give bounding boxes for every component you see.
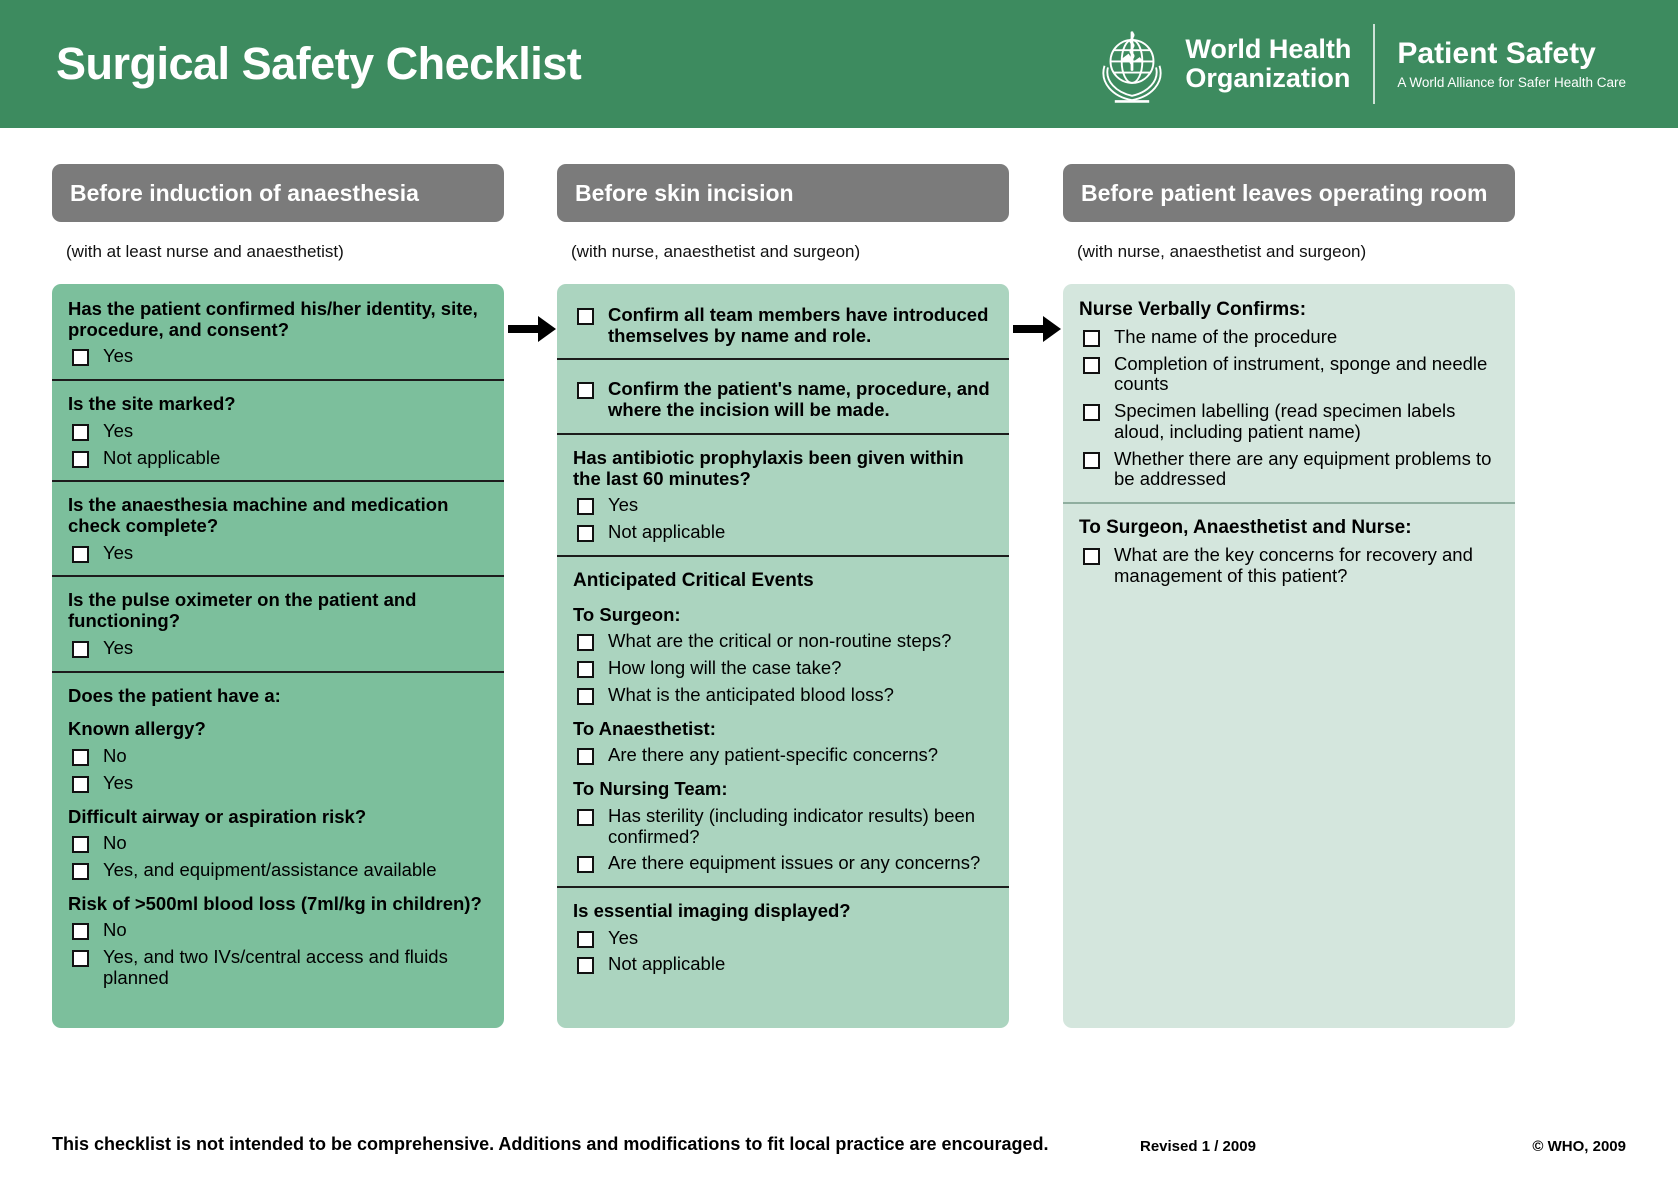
option-label: Completion of instrument, sponge and needle counts <box>1114 352 1488 395</box>
column-before-patient-leaves <box>1063 128 1515 1028</box>
checkbox-icon[interactable] <box>577 809 594 826</box>
option-label: Yes <box>103 771 134 793</box>
who-wordmark <box>1185 35 1351 93</box>
checkbox-icon[interactable] <box>1083 404 1100 421</box>
option-label: What are the key concerns for recovery and management of this patient? <box>1114 544 1473 586</box>
group-identity-confirmation <box>52 286 504 379</box>
checkbox-icon[interactable] <box>577 382 594 399</box>
footer-note: This checklist is not intended to be comprehensive. Additions and modifications to fit local practice are encouraged. <box>52 1134 1049 1154</box>
subquestion-known-allergy: Known allergy? <box>68 718 206 740</box>
footer-copyright: © WHO, 2009 <box>1532 1138 1626 1155</box>
group-essential-imaging <box>557 886 1009 987</box>
option-row[interactable] <box>573 379 993 420</box>
option-row[interactable] <box>68 448 488 469</box>
column-1-header <box>52 164 504 222</box>
group-patient-risks <box>52 671 504 1001</box>
question-text: Does the patient have a: <box>68 684 281 706</box>
section-title: Anticipated Critical Events <box>573 569 814 591</box>
section-title: Nurse Verbally Confirms: <box>1079 299 1307 320</box>
option-label: Are there any patient-specific concerns? <box>608 744 939 766</box>
option-row[interactable] <box>573 954 993 975</box>
option-row[interactable] <box>1079 327 1499 348</box>
option-label: The name of the procedure <box>1114 326 1338 347</box>
option-row[interactable] <box>573 806 993 847</box>
option-row[interactable] <box>573 745 993 766</box>
who-line-1: World Health <box>1185 33 1352 64</box>
question-text: Has the patient confirmed his/her identity, site, procedure, and consent? <box>68 298 478 340</box>
checkbox-icon[interactable] <box>1083 330 1100 347</box>
checkbox-icon[interactable] <box>72 451 89 468</box>
group-anticipated-critical-events <box>557 555 1009 886</box>
option-row[interactable] <box>1079 545 1499 586</box>
question-text: Is essential imaging displayed? <box>573 899 851 921</box>
option-label: Yes <box>608 926 639 948</box>
option-row[interactable] <box>68 543 488 564</box>
column-1-panel <box>52 284 504 1028</box>
patient-safety-block <box>1397 38 1626 90</box>
checkbox-icon[interactable] <box>577 498 594 515</box>
option-row[interactable] <box>1079 449 1499 490</box>
option-row[interactable] <box>1079 401 1499 442</box>
checkbox-icon[interactable] <box>72 546 89 563</box>
option-label: What is the anticipated blood loss? <box>608 683 894 705</box>
option-row[interactable] <box>573 853 993 874</box>
option-label: No <box>103 919 127 941</box>
subquestion-blood-loss-risk: Risk of >500ml blood loss (7ml/kg in children)? <box>68 892 482 914</box>
subheading-to-nursing-team: To Nursing Team: <box>573 778 728 800</box>
who-line-2: Organization <box>1185 63 1351 93</box>
option-row[interactable] <box>68 773 488 794</box>
checkbox-icon[interactable] <box>577 308 594 325</box>
option-label: Yes <box>103 541 134 563</box>
option-row[interactable] <box>68 421 488 442</box>
group-site-marked <box>52 379 504 480</box>
option-row[interactable] <box>68 860 488 881</box>
column-3-header <box>1063 164 1515 222</box>
option-row[interactable] <box>573 495 993 516</box>
page-title: Surgical Safety Checklist <box>56 38 582 89</box>
column-2-header <box>557 164 1009 222</box>
checkbox-icon[interactable] <box>72 776 89 793</box>
option-row[interactable] <box>573 685 993 706</box>
question-text: Is the anaesthesia machine and medication check complete? <box>68 494 449 537</box>
checkbox-icon[interactable] <box>72 863 89 880</box>
checkbox-icon[interactable] <box>1083 548 1100 565</box>
group-antibiotic-prophylaxis <box>557 433 1009 555</box>
question-text: Is the site marked? <box>68 393 236 415</box>
patient-safety-subtitle: A World Alliance for Safer Health Care <box>1397 74 1626 90</box>
arrow-right-icon-1 <box>508 314 558 344</box>
option-label: Yes <box>103 636 134 658</box>
option-row[interactable] <box>573 522 993 543</box>
checklist-columns <box>0 128 1678 1118</box>
checkbox-icon[interactable] <box>577 856 594 873</box>
column-before-induction <box>52 128 504 1028</box>
group-anaesthesia-machine-check <box>52 480 504 575</box>
option-label: Yes <box>103 419 134 441</box>
subheading-to-surgeon: To Surgeon: <box>573 603 681 625</box>
section-title: To Surgeon, Anaesthetist and Nurse: <box>1079 517 1412 539</box>
checkbox-icon[interactable] <box>577 931 594 948</box>
column-2-subtitle: (with nurse, anaesthetist and surgeon) <box>571 242 861 261</box>
checkbox-icon[interactable] <box>72 749 89 766</box>
question-text: Is the pulse oximeter on the patient and functioning? <box>68 589 417 632</box>
option-row[interactable] <box>68 833 488 854</box>
option-label: Whether there are any equipment problems to be addressed <box>1114 447 1492 490</box>
option-label: Are there equipment issues or any concerns? <box>608 852 981 874</box>
option-row[interactable] <box>573 928 993 949</box>
column-2-panel <box>557 284 1009 1028</box>
checkbox-icon[interactable] <box>72 836 89 853</box>
option-label: Confirm the patient's name, procedure, and where the incision will be made. <box>608 378 990 421</box>
group-team-introductions <box>557 286 1009 358</box>
option-row[interactable] <box>68 920 488 941</box>
option-label: Not applicable <box>608 521 726 543</box>
group-pulse-oximeter <box>52 575 504 670</box>
checkbox-icon[interactable] <box>577 525 594 542</box>
who-branding <box>1089 21 1626 107</box>
option-row[interactable] <box>68 346 488 367</box>
who-emblem-icon <box>1089 21 1175 107</box>
option-row[interactable] <box>573 631 993 652</box>
checkbox-icon[interactable] <box>577 688 594 705</box>
page-footer <box>0 1118 1678 1182</box>
option-label: What are the critical or non-routine steps? <box>608 630 952 652</box>
group-nurse-verbally-confirms <box>1063 286 1515 502</box>
option-row[interactable] <box>68 746 488 767</box>
question-text: Has antibiotic prophylaxis been given within the last 60 minutes? <box>573 446 964 489</box>
option-row[interactable] <box>573 658 993 679</box>
option-label: How long will the case take? <box>608 657 842 679</box>
column-3-panel <box>1063 284 1515 1028</box>
column-3-title: Before patient leaves operating room <box>1081 179 1488 206</box>
option-row[interactable] <box>1079 354 1499 395</box>
checkbox-icon[interactable] <box>577 634 594 651</box>
page-header <box>0 0 1678 128</box>
option-label: No <box>103 745 127 767</box>
checkbox-icon[interactable] <box>72 424 89 441</box>
column-before-skin-incision <box>557 128 1009 1028</box>
option-label: Yes <box>103 345 134 367</box>
option-label: Has sterility (including indicator results) been confirmed? <box>608 804 976 847</box>
checkbox-icon[interactable] <box>1083 452 1100 469</box>
checkbox-icon[interactable] <box>577 748 594 765</box>
option-label: Yes <box>608 494 639 516</box>
option-row[interactable] <box>573 305 993 346</box>
group-to-surgeon-anaesthetist-nurse <box>1063 502 1515 598</box>
option-label: Not applicable <box>103 446 221 468</box>
checkbox-icon[interactable] <box>577 661 594 678</box>
checkbox-icon[interactable] <box>577 957 594 974</box>
subquestion-difficult-airway: Difficult airway or aspiration risk? <box>68 805 367 827</box>
checkbox-icon[interactable] <box>72 950 89 967</box>
option-label: Not applicable <box>608 953 726 975</box>
column-1-subtitle: (with at least nurse and anaesthetist) <box>66 242 344 261</box>
arrow-right-icon-2 <box>1013 314 1063 344</box>
checkbox-icon[interactable] <box>72 349 89 366</box>
checkbox-icon[interactable] <box>1083 357 1100 374</box>
column-2-title: Before skin incision <box>575 179 794 206</box>
option-label: No <box>103 832 127 854</box>
option-label: Yes, and two IVs/central access and fluids planned <box>103 946 448 988</box>
checkbox-icon[interactable] <box>72 923 89 940</box>
group-confirm-patient-details <box>557 358 1009 432</box>
patient-safety-title: Patient Safety <box>1397 37 1596 71</box>
option-label: Yes, and equipment/assistance available <box>103 858 437 880</box>
footer-revision: Revised 1 / 2009 <box>1140 1138 1256 1155</box>
option-row[interactable] <box>68 947 488 988</box>
subheading-to-anaesthetist: To Anaesthetist: <box>573 717 716 739</box>
option-label: Specimen labelling (read specimen labels aloud, including patient name) <box>1114 400 1456 442</box>
column-3-subtitle: (with nurse, anaesthetist and surgeon) <box>1077 242 1367 261</box>
column-1-title: Before induction of anaesthesia <box>70 179 419 206</box>
brand-divider <box>1373 24 1375 104</box>
option-label: Confirm all team members have introduced themselves by name and role. <box>608 304 989 346</box>
option-row[interactable] <box>68 638 488 659</box>
checkbox-icon[interactable] <box>72 641 89 658</box>
